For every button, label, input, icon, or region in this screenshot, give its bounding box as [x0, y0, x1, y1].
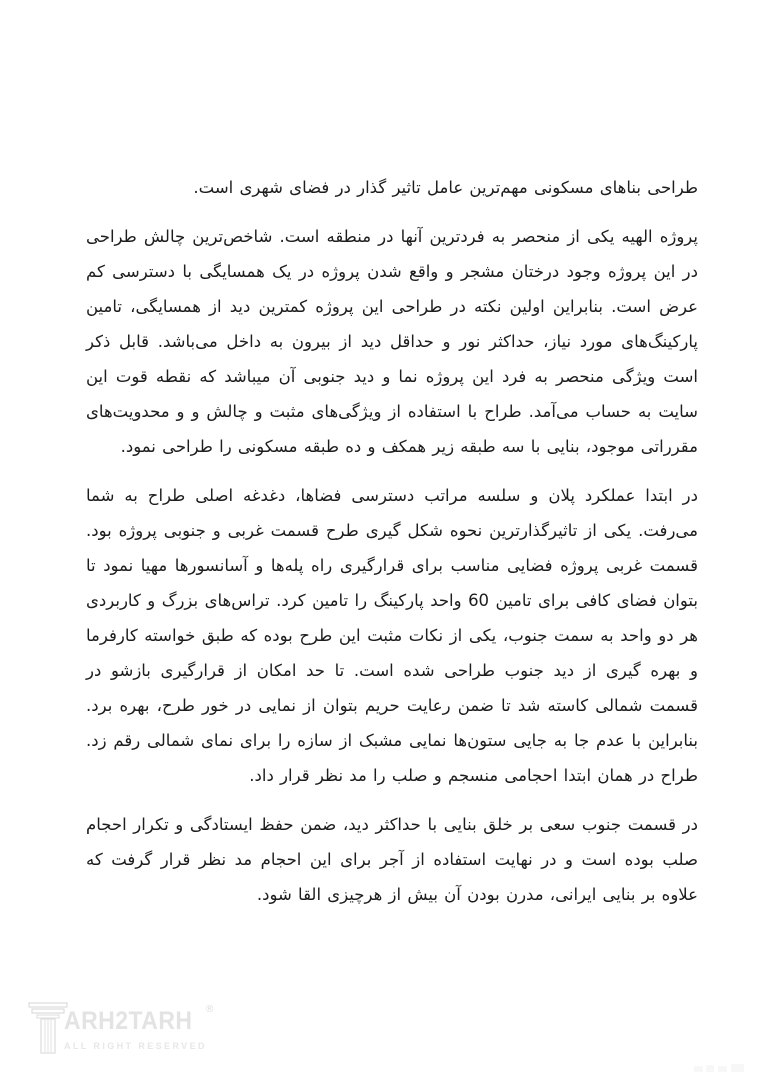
watermark-mark — [731, 1064, 744, 1072]
paragraph-intro: طراحی بناهای مسکونی مهم‌ترین عامل تاثیر گذار در فضای شهری است. — [193, 178, 698, 197]
article-body — [86, 170, 698, 926]
tarh2tarh-logo — [28, 1002, 215, 1054]
brand-tagline: ALL RIGHT RESERVED — [64, 1041, 207, 1051]
paragraph-south: در قسمت جنوب سعی بر خلق بنایی با حداکثر دید، ضمن حفظ ایستادگی و تکرار احجام صلب بوده است و در نهایت استفاده از آجر برای این احجام مد نظر قرار گرفت که علاوه بر بنایی ایرانی، مدرن بودن آن بیش از هرچیزی القا شود. — [86, 815, 698, 904]
logo-text-block — [64, 1004, 215, 1054]
brand-name: ARH2TARH — [64, 1007, 193, 1035]
paragraph-plan: در ابتدا عملکرد پلان و سلسه مراتب دسترسی فضاها، دغدغه اصلی طراح به شما می‌رفت. یکی از تاثیرگذارترین نحوه شکل گیری طرح قسمت غربی و جنوبی پروژه بود. قسمت غربی پروژه فضایی مناسب برای قرارگیری راه پله‌ها و آسانسورها مهیا نمود تا بتوان فضای کافی برای تامین 60 واحد پارکینگ را تامین کرد. تراس‌های بزرگ و کاربردی هر دو واحد به سمت جنوب، یکی از نکات مثبت این طرح بوده که طبق خواسته کارفرما و بهره گیری از دید جنوب طراحی شده است. تا حد امکان از قرارگیری بازشو در قسمت شمالی کاسته شد تا ضمن رعایت حریم بتوان از نمایی در خور طرح، بهره برد. بنابراین با عدم جا به جایی ستون‌ها نمایی مشبک از سازه را برای نمای شمالی رقم زد. طراح در همان ابتدا احجامی منسجم و صلب را مد نظر قرار داد. — [86, 486, 698, 785]
watermark-mark — [694, 1066, 703, 1072]
column-icon — [28, 1002, 68, 1054]
watermark-mark — [718, 1066, 727, 1072]
watermark-mark — [706, 1065, 714, 1072]
registered-trademark-icon: ® — [204, 1004, 215, 1015]
corner-watermark — [694, 1058, 746, 1072]
paragraph-challenge: پروژه الهیه یکی از منحصر به فردترین آنها در منطقه است. شاخص‌ترین چالش طراحی در این پروژه وجود درختان مشجر و واقع شدن پروژه در یک همسایگی با دسترسی کم عرض است. بنابراین اولین نکته در طراحی این پروژه کمترین دید از همسایگی، تامین پارکینگ‌های مورد نیاز، حداکثر نور و حداقل دید از بیرون به داخل می‌باشد. قابل ذکر است ویژگی منحصر به فرد این پروژه نما و دید جنوبی آن میباشد که نقطه قوت این سایت به حساب می‌آمد. طراح با استفاده از ویژگی‌های مثبت و چالش و و محدویت‌های مقرراتی موجود، بنایی با سه طبقه زیر همکف و ده طبقه مسکونی را طراحی نمود. — [86, 227, 698, 456]
